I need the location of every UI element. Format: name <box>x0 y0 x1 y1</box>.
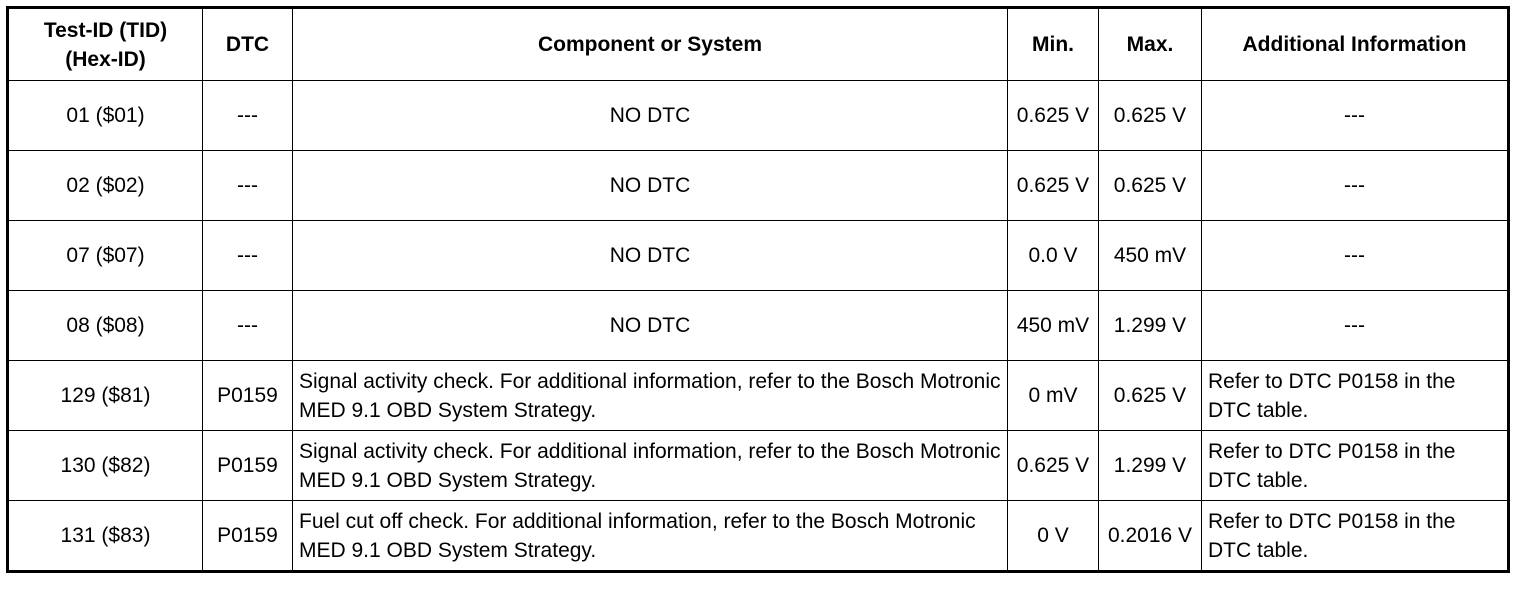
header-dtc: DTC <box>203 8 293 81</box>
cell-max: 0.625 V <box>1099 81 1202 151</box>
cell-min: 0.625 V <box>1008 431 1099 501</box>
cell-additional-info: --- <box>1202 221 1509 291</box>
table-row <box>8 361 1509 431</box>
table-row <box>8 501 1509 572</box>
dtc-test-table <box>6 6 1510 573</box>
table-row <box>8 291 1509 361</box>
header-component: Component or System <box>293 8 1008 81</box>
cell-test-id: 01 ($01) <box>8 81 203 151</box>
cell-component: Signal activity check. For additional information, refer to the Bosch Motronic MED 9.1 OBD System Strategy. <box>293 431 1008 501</box>
table-header <box>8 8 1509 81</box>
cell-component: NO DTC <box>293 151 1008 221</box>
cell-test-id: 07 ($07) <box>8 221 203 291</box>
cell-max: 0.2016 V <box>1099 501 1202 572</box>
cell-additional-info: Refer to DTC P0158 in the DTC table. <box>1202 431 1509 501</box>
header-max: Max. <box>1099 8 1202 81</box>
table-row <box>8 431 1509 501</box>
header-additional-info: Additional Information <box>1202 8 1509 81</box>
cell-max: 450 mV <box>1099 221 1202 291</box>
cell-component: Signal activity check. For additional information, refer to the Bosch Motronic MED 9.1 OBD System Strategy. <box>293 361 1008 431</box>
cell-dtc: P0159 <box>203 501 293 572</box>
cell-dtc: P0159 <box>203 431 293 501</box>
cell-component: NO DTC <box>293 81 1008 151</box>
cell-dtc: --- <box>203 221 293 291</box>
table-row <box>8 81 1509 151</box>
header-row <box>8 8 1509 81</box>
table-row <box>8 151 1509 221</box>
cell-component: NO DTC <box>293 291 1008 361</box>
cell-additional-info: Refer to DTC P0158 in the DTC table. <box>1202 361 1509 431</box>
cell-min: 0.0 V <box>1008 221 1099 291</box>
cell-min: 0.625 V <box>1008 151 1099 221</box>
cell-min: 0 V <box>1008 501 1099 572</box>
cell-max: 1.299 V <box>1099 291 1202 361</box>
cell-max: 0.625 V <box>1099 151 1202 221</box>
cell-min: 0.625 V <box>1008 81 1099 151</box>
cell-test-id: 02 ($02) <box>8 151 203 221</box>
cell-additional-info: --- <box>1202 151 1509 221</box>
cell-additional-info: Refer to DTC P0158 in the DTC table. <box>1202 501 1509 572</box>
cell-max: 1.299 V <box>1099 431 1202 501</box>
cell-dtc: --- <box>203 291 293 361</box>
cell-max: 0.625 V <box>1099 361 1202 431</box>
cell-component: Fuel cut off check. For additional information, refer to the Bosch Motronic MED 9.1 OBD System Strategy. <box>293 501 1008 572</box>
cell-test-id: 08 ($08) <box>8 291 203 361</box>
cell-min: 450 mV <box>1008 291 1099 361</box>
table-row <box>8 221 1509 291</box>
cell-component: NO DTC <box>293 221 1008 291</box>
cell-dtc: P0159 <box>203 361 293 431</box>
header-min: Min. <box>1008 8 1099 81</box>
cell-test-id: 131 ($83) <box>8 501 203 572</box>
header-test-id: Test-ID (TID) (Hex-ID) <box>8 8 203 81</box>
cell-test-id: 129 ($81) <box>8 361 203 431</box>
cell-additional-info: --- <box>1202 81 1509 151</box>
cell-dtc: --- <box>203 81 293 151</box>
cell-min: 0 mV <box>1008 361 1099 431</box>
table-body <box>8 81 1509 572</box>
cell-test-id: 130 ($82) <box>8 431 203 501</box>
cell-dtc: --- <box>203 151 293 221</box>
cell-additional-info: --- <box>1202 291 1509 361</box>
